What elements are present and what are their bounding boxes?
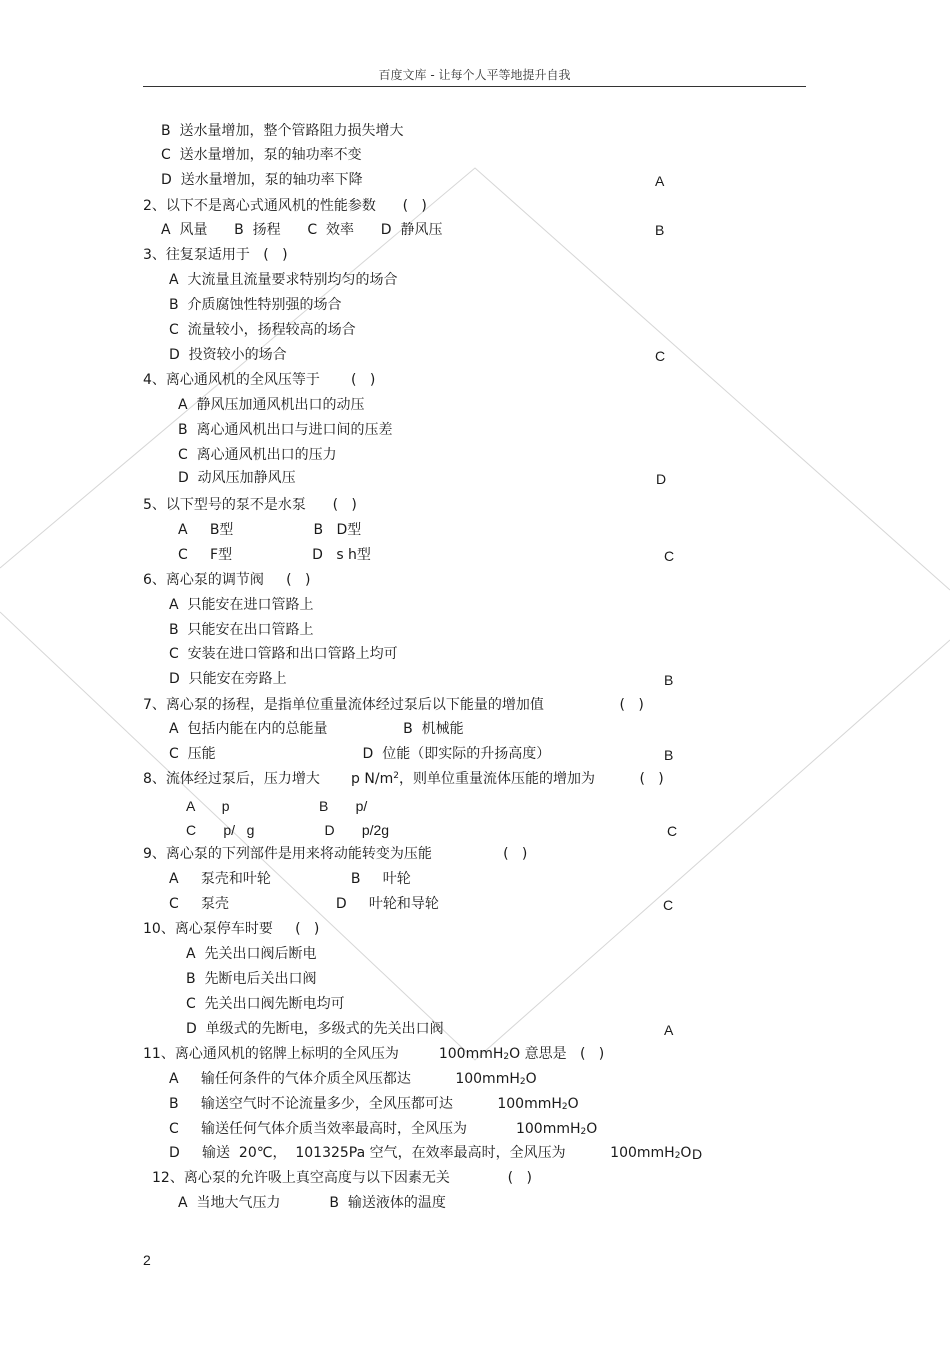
answer-q6: B xyxy=(664,672,674,688)
q11-option-d-text: D 输送 20℃， 101325Pa 空气，在效率最高时，全风压为 100mmH xyxy=(169,1145,675,1161)
q11-option-d-subscript: 2 xyxy=(674,1151,681,1161)
answer-q2: B xyxy=(655,222,665,238)
q11-option-c-tail: O xyxy=(586,1121,598,1137)
q9-options-ab: A 泵壳和叶轮 B 叶轮 xyxy=(169,871,411,887)
q4-option-b: B 离心通风机出口与进口间的压差 xyxy=(178,422,393,438)
q11-option-a-tail: O xyxy=(525,1071,537,1087)
q4-option-d: D 动风压加静风压 xyxy=(178,470,296,486)
header-title: 百度文库 - 让每个人平等地提升自我 xyxy=(378,68,571,82)
q6-stem: 6、离心泵的调节阀 ( ) xyxy=(143,572,311,588)
q1-option-d: D 送水量增加，泵的轴功率下降 xyxy=(161,172,363,188)
q11-option-b-tail: O xyxy=(567,1096,579,1112)
q11-option-a-text: A 输任何条件的气体介质全风压都达 100mmH xyxy=(169,1071,520,1087)
q11-option-c-text: C 输送任何气体介质当效率最高时，全风压为 100mmH xyxy=(169,1121,581,1137)
q9-options-cd: C 泵壳 D 叶轮和导轮 xyxy=(169,896,439,912)
q5-options-cd: C F型 D s h型 xyxy=(178,547,371,563)
q11-option-c-subscript: 2 xyxy=(580,1127,587,1137)
q11-option-b xyxy=(169,1095,579,1113)
header-rule xyxy=(143,86,806,87)
q3-option-b: B 介质腐蚀性特别强的场合 xyxy=(169,297,342,313)
q8-options-ab: A p B p/ xyxy=(186,798,368,814)
q4-option-c: C 离心通风机出口的压力 xyxy=(178,447,337,463)
q12-options-ab: A 当地大气压力 B 输送液体的温度 xyxy=(178,1195,446,1211)
answer-q4: D xyxy=(656,471,667,487)
q3-option-c: C 流量较小，扬程较高的场合 xyxy=(169,322,356,338)
watermark-edge-lower xyxy=(0,612,950,1060)
q10-option-c: C 先关出口阀先断电均可 xyxy=(186,996,345,1012)
page-number: 2 xyxy=(143,1252,151,1268)
q11-stem-text: 11、离心通风机的铭牌上标明的全风压为 100mmH xyxy=(143,1046,504,1062)
answer-q8: C xyxy=(667,823,678,839)
q6-option-b: B 只能安在出口管路上 xyxy=(169,622,314,638)
q10-option-b: B 先断电后关出口阀 xyxy=(186,971,317,987)
answer-q9: C xyxy=(663,897,674,913)
q5-stem: 5、以下型号的泵不是水泵 ( ) xyxy=(143,497,357,513)
q7-stem: 7、离心泵的扬程，是指单位重量流体经过泵后以下能量的增加值 ( ) xyxy=(143,697,644,713)
q7-options-ab: A 包括内能在内的总能量 B 机械能 xyxy=(169,721,464,737)
answer-q11: D xyxy=(692,1146,703,1162)
q12-stem: 12、离心泵的允许吸上真空高度与以下因素无关 ( ) xyxy=(152,1170,532,1186)
q5-options-ab: A B型 B D型 xyxy=(178,522,362,538)
q11-stem xyxy=(143,1045,604,1063)
q10-option-a: A 先关出口阀后断电 xyxy=(186,946,317,962)
answer-q3: C xyxy=(655,348,666,364)
q8-stem-tail: ，则单位重量流体压能的增加为 ( ) xyxy=(398,771,664,787)
answer-q5: C xyxy=(664,548,675,564)
q11-option-b-text: B 输送空气时不论流量多少，全风压都可达 100mmH xyxy=(169,1096,562,1112)
q6-option-a: A 只能安在进口管路上 xyxy=(169,597,314,613)
q7-options-cd: C 压能 D 位能（即实际的升扬高度） xyxy=(169,746,551,762)
q10-stem: 10、离心泵停车时要 ( ) xyxy=(143,921,320,937)
q11-stem-tail: O 意思是 ( ) xyxy=(509,1046,605,1062)
q2-options: A 风量 B 扬程 C 效率 D 静风压 xyxy=(161,222,443,238)
q11-option-b-subscript: 2 xyxy=(561,1102,568,1112)
q1-option-c: C 送水量增加，泵的轴功率不变 xyxy=(161,147,362,163)
q11-option-d-tail: O xyxy=(680,1145,692,1161)
q8-stem-text: 8、流体经过泵后，压力增大 p N/m xyxy=(143,771,394,787)
q6-option-c: C 安装在进口管路和出口管路上均可 xyxy=(169,646,398,662)
q11-subscript: 2 xyxy=(503,1052,510,1062)
q3-option-a: A 大流量且流量要求特别均匀的场合 xyxy=(169,272,398,288)
q11-option-a-subscript: 2 xyxy=(519,1077,526,1087)
q9-stem: 9、离心泵的下列部件是用来将动能转变为压能 ( ) xyxy=(143,846,528,862)
q3-stem: 3、往复泵适用于 ( ) xyxy=(143,247,288,263)
q4-stem: 4、离心通风机的全风压等于 ( ) xyxy=(143,372,376,388)
q6-option-d: D 只能安在旁路上 xyxy=(169,671,287,687)
q2-stem: 2、以下不是离心式通风机的性能参数 ( ) xyxy=(143,198,427,214)
answer-q10: A xyxy=(664,1022,674,1038)
q11-option-a xyxy=(169,1070,537,1088)
q8-superscript: 2 xyxy=(393,771,399,781)
q1-option-b: B 送水量增加，整个管路阻力损失增大 xyxy=(161,123,404,139)
q3-option-d: D 投资较小的场合 xyxy=(169,347,287,363)
q8-stem xyxy=(143,770,664,788)
q4-option-a: A 静风压加通风机出口的动压 xyxy=(178,397,365,413)
q11-option-c xyxy=(169,1120,597,1138)
answer-q7: B xyxy=(664,747,674,763)
answer-q1: A xyxy=(655,173,665,189)
q10-option-d: D 单级式的先断电，多级式的先关出口阀 xyxy=(186,1021,444,1037)
q11-option-d xyxy=(169,1144,691,1162)
q8-options-cd: C p/ g D p/2g xyxy=(186,822,390,838)
